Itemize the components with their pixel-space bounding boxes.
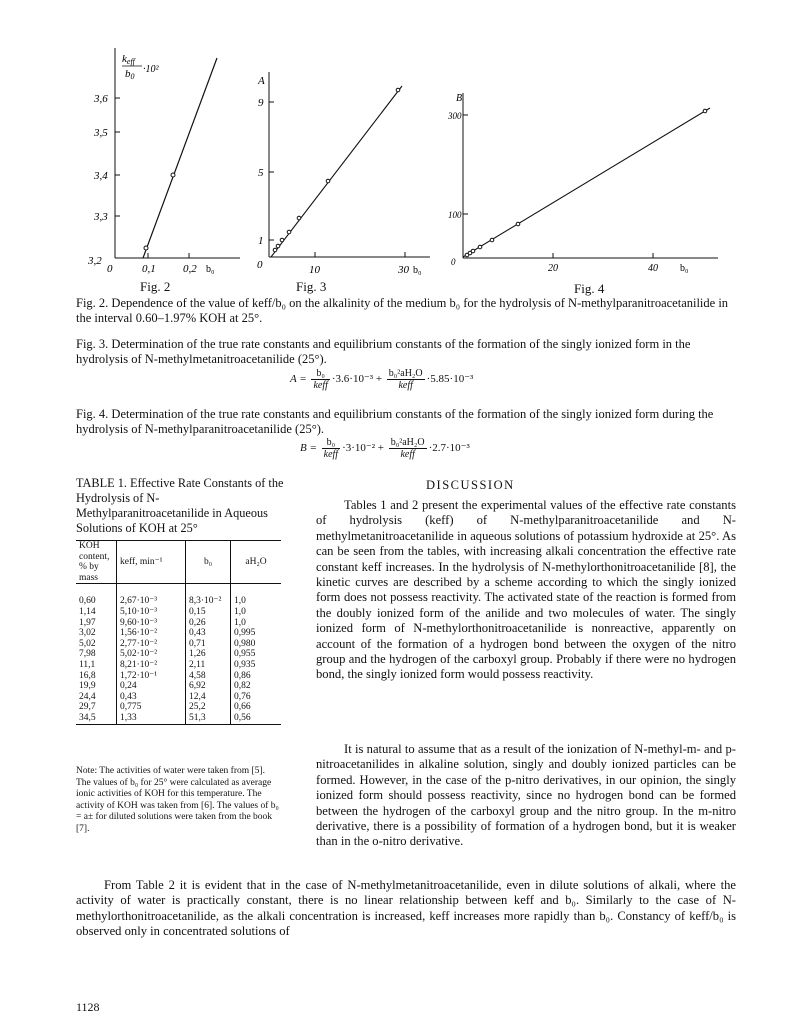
fig4-xlabel: b₀ bbox=[680, 263, 689, 274]
table-header: aH₂O bbox=[231, 541, 282, 584]
table-cell: 0,935 bbox=[231, 660, 282, 671]
fig4-point bbox=[703, 109, 707, 113]
table-cell: 34,5 bbox=[79, 712, 96, 723]
fig2-point bbox=[144, 246, 148, 250]
table-cell: 24,4 bbox=[79, 691, 96, 702]
fig3-point bbox=[396, 88, 400, 92]
table-cell: 1,72·10⁻¹ bbox=[117, 671, 186, 682]
table-cell: 0,995 bbox=[231, 628, 282, 639]
table-cell: 29,7 bbox=[79, 702, 96, 713]
table-1-note: Note: The activities of water were taken from [5]. The values of b₀ for 25° were calculated as average ionic activities of KOH for this temperature. The activity of KOH was taken from [6]. The values of b₀ = a± for diluted solutions were taken from the book [7]. bbox=[76, 766, 279, 834]
fig3-xtick: 10 bbox=[309, 264, 320, 276]
fig4-point bbox=[478, 245, 482, 249]
table-row bbox=[76, 618, 281, 629]
fig2-ytick: 3,6 bbox=[94, 93, 108, 105]
fig3-ytick: 1 bbox=[258, 235, 264, 247]
fig3-point bbox=[287, 230, 291, 234]
fig4-ylabel: B bbox=[456, 93, 463, 104]
table-row bbox=[76, 639, 281, 650]
table-cell: 0,86 bbox=[231, 671, 282, 682]
table-cell: 2,11 bbox=[186, 660, 231, 671]
fig4-xtick: 40 bbox=[648, 263, 658, 274]
table-row bbox=[76, 649, 281, 660]
table-cell: 9,60·10⁻³ bbox=[117, 618, 186, 629]
table-row bbox=[76, 671, 281, 682]
table-header: keff, min⁻¹ bbox=[117, 541, 186, 584]
table-cell: 1,97 bbox=[79, 617, 96, 628]
table-cell: 0,76 bbox=[231, 692, 282, 703]
fig3-xlabel: b₀ bbox=[413, 265, 422, 276]
fig3-point bbox=[326, 179, 330, 183]
table-header: KOH content, % by mass bbox=[76, 541, 117, 584]
table-row bbox=[76, 607, 281, 618]
figure-2-plot bbox=[80, 48, 250, 288]
figure-3-caption: Fig. 3. Determination of the true rate constants and equilibrium constants of the formation of the singly ionized form in the hydrolysis of N-methylmetanitroacetanilide (25°). bbox=[76, 337, 691, 366]
table-cell: 11,1 bbox=[79, 659, 96, 670]
table-cell: 1,14 bbox=[79, 606, 96, 617]
table-cell: 19,9 bbox=[79, 681, 96, 692]
table-cell: 0,60 bbox=[79, 596, 96, 607]
fig2-ytick: 3,3 bbox=[94, 211, 108, 223]
fig3-point bbox=[280, 238, 284, 242]
equation-a: A = $\frac{\text{b₀}}{\text{keff}}$ ·3.6·10⁻³ + $\frac{\text{b₀²aH₂O}}{\text{keff}}$ ·5.85·10⁻³ bbox=[290, 368, 474, 391]
table-1-title: TABLE 1. Effective Rate Constants of the Hydrolysis of N-Methylparanitroacetanilide in Aqueous Solutions of KOH at 25° bbox=[76, 476, 284, 535]
table-cell: 1,56·10⁻² bbox=[117, 628, 186, 639]
fig2-xtick: 0,2 bbox=[183, 263, 197, 275]
fig3-point bbox=[297, 216, 301, 220]
fig2-ylabel-den: b0 bbox=[125, 68, 135, 81]
page-number: 1128 bbox=[76, 1000, 100, 1014]
fig3-xtick: 30 bbox=[398, 264, 409, 276]
fig2-xtick: 0 bbox=[107, 263, 113, 275]
fig2-ytick: 3,4 bbox=[94, 170, 108, 182]
table-cell: 51,3 bbox=[186, 713, 231, 724]
discussion-paragraph-3: From Table 2 it is evident that in the case of N-methylmetanitroacetanilide, even in dilute solutions of alkali, where the activity of water is practically constant, there is no linear relationship between keff and b₀. Similarly to the case of N-methylorthonitroacetanilide, as the alkali concentration is increased, keff increases more rapidly than b₀. Constancy of keff/b₀ is observed only in concentrated solutions of bbox=[76, 878, 736, 939]
fig2-xtick: 0,1 bbox=[142, 263, 156, 275]
table-cell: 0,71 bbox=[186, 639, 231, 650]
table-cell: 1,33 bbox=[117, 713, 186, 724]
table-cell: 1,0 bbox=[231, 607, 282, 618]
fig2-ylabel-num: keff bbox=[122, 53, 135, 66]
table-row bbox=[76, 681, 281, 692]
table-cell: 0,82 bbox=[231, 681, 282, 692]
figure-2-label: Fig. 2 bbox=[140, 279, 171, 294]
table-cell: 0,15 bbox=[186, 607, 231, 618]
table-cell: 5,10·10⁻³ bbox=[117, 607, 186, 618]
fig3-point bbox=[273, 248, 277, 252]
fig4-xtick: 0 bbox=[451, 257, 456, 267]
fig2-fit-line bbox=[143, 58, 217, 258]
fig2-xlabel: b₀ bbox=[206, 264, 215, 275]
fig4-point bbox=[516, 222, 520, 226]
fig2-point bbox=[171, 173, 175, 177]
table-1-body bbox=[76, 584, 281, 724]
table-cell: 5,02 bbox=[79, 638, 96, 649]
fig3-xtick: 0 bbox=[257, 259, 263, 271]
table-cell: 8,3·10⁻² bbox=[186, 584, 231, 607]
fig3-ytick: 9 bbox=[258, 97, 264, 109]
fig4-point bbox=[471, 249, 475, 253]
table-row bbox=[76, 660, 281, 671]
figure-4-label: Fig. 4 bbox=[574, 281, 605, 296]
table-row bbox=[76, 628, 281, 639]
table-cell: 1,0 bbox=[231, 584, 282, 607]
table-cell: 0,66 bbox=[231, 702, 282, 713]
fig4-fit-line bbox=[463, 108, 710, 257]
table-cell: 0,24 bbox=[117, 681, 186, 692]
table-cell: 2,77·10⁻² bbox=[117, 639, 186, 650]
figure-2-caption: Fig. 2. Dependence of the value of keff/b₀ on the alkalinity of the medium b₀ for the hydrolysis of N-methylparanitroacetanilide in the interval 0.60–1.97% KOH at 25°. bbox=[76, 296, 729, 325]
table-1 bbox=[76, 540, 281, 725]
table-cell: 12,4 bbox=[186, 692, 231, 703]
table-cell: 1,26 bbox=[186, 649, 231, 660]
discussion-heading: DISCUSSION bbox=[426, 478, 515, 492]
discussion-paragraph-1: Tables 1 and 2 present the experimental values of the effective rate constants of hydrolysis (keff) of N-methylparanitroacetanilide and N-methylmetanitroacetanilide in aqueous solutions of potassium hydroxide at 25°. As can be seen from the tables, with increasing alkali concentration the effective rate constant keff increases. In the hydrolysis of N-methylorthonitroacetanilide [8], the kinetic curves are described by a scheme according to which the singly ionized form does not possess reactivity. The activated state of the reaction is formed from the doubly ionized form of the anilide and two molecules of water. The singly ionized form of N-methylorthonitroacetanilide is nonreactive, apparently on account of the formation of a hydrogen bond between the oxygen of the nitro group and the hydrogen of the carboxyl group. Probably if there were no hydrogen bond, the singly ionized form would possess reactivity. bbox=[316, 498, 736, 682]
figure-4-plot bbox=[448, 93, 728, 283]
table-row bbox=[76, 692, 281, 703]
table-cell: 0,43 bbox=[186, 628, 231, 639]
table-cell: 16,8 bbox=[79, 670, 96, 681]
table-cell: 7,98 bbox=[79, 649, 96, 660]
table-cell: 0,56 bbox=[231, 713, 282, 724]
fig4-ytick: 100 bbox=[448, 210, 462, 220]
fig3-point bbox=[276, 244, 280, 248]
table-cell: 4,58 bbox=[186, 671, 231, 682]
fig2-ytick: 3,2 bbox=[88, 255, 102, 267]
table-cell: 1,0 bbox=[231, 618, 282, 629]
figure-3-label: Fig. 3 bbox=[296, 279, 327, 294]
fig2-ylabel-factor: ·10² bbox=[143, 64, 159, 75]
table-cell: 2,67·10⁻³ bbox=[117, 584, 186, 607]
fig4-point bbox=[490, 238, 494, 242]
equation-b: B = $\frac{\text{b₀}}{\text{keff}}$ ·3·10⁻² + $\frac{\text{b₀²aH₂O}}{\text{keff}}$ ·2.7·10⁻³ bbox=[300, 437, 470, 460]
table-cell: 5,02·10⁻² bbox=[117, 649, 186, 660]
table-row bbox=[76, 584, 281, 607]
table-cell: 6,92 bbox=[186, 681, 231, 692]
table-cell: 0,980 bbox=[231, 639, 282, 650]
table-cell: 0,955 bbox=[231, 649, 282, 660]
table-cell: 0,26 bbox=[186, 618, 231, 629]
table-cell: 0,43 bbox=[117, 692, 186, 703]
table-row bbox=[76, 713, 281, 724]
fig3-ytick: 5 bbox=[258, 167, 264, 179]
table-cell: 0,775 bbox=[117, 702, 186, 713]
fig4-ytick: 300 bbox=[448, 111, 462, 121]
figure-3-plot bbox=[255, 72, 440, 287]
fig2-ytick: 3,5 bbox=[94, 127, 108, 139]
fig3-ylabel: A bbox=[258, 75, 265, 87]
table-header: b₀ bbox=[186, 541, 231, 584]
table-cell: 25,2 bbox=[186, 702, 231, 713]
fig4-xtick: 20 bbox=[548, 263, 558, 274]
table-cell: 3,02 bbox=[79, 628, 96, 639]
figure-4-caption: Fig. 4. Determination of the true rate constants and equilibrium constants of the formation of the singly ionized form during the hydrolysis of N-methylparanitroacetanilide (25°). bbox=[76, 407, 714, 436]
table-row bbox=[76, 702, 281, 713]
discussion-paragraph-2: It is natural to assume that as a result of the ionization of N-methyl-m- and p-nitroacetanilides in alkaline solution, singly and doubly ionized particles can be formed. However, in the case of the p-nitro derivatives, in our opinion, the singly ionized form should possess reactivity, since no hydrogen bond can be formed between the hydrogen of the carboxyl group and the nitro group. In the m-nitro derivative, there is a possibility of formation of a hydrogen bond, but it is weaker than in the o-nitro derivative. bbox=[316, 742, 736, 849]
table-cell: 8,21·10⁻² bbox=[117, 660, 186, 671]
